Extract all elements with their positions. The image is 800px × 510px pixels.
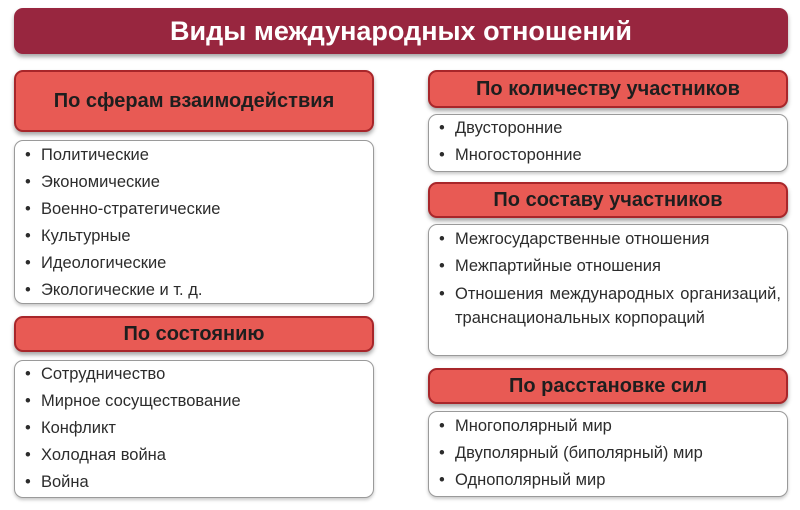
list-item: • Многосторонние <box>439 142 781 169</box>
list-item: • Отношения международных организаций, транснациональных корпораций <box>439 282 781 330</box>
list-item: • Война <box>25 469 367 496</box>
list-item: • Межпартийные отношения <box>439 253 781 280</box>
bullet-icon: • <box>439 285 445 303</box>
bullet-icon: • <box>25 446 31 464</box>
bullet-icon: • <box>439 119 445 137</box>
list-item: • Мирное сосуществование <box>25 388 367 415</box>
list-item: • Двусторонние <box>439 115 781 142</box>
category-header-composition: По составу участников <box>428 182 788 218</box>
list-item: • Экономические <box>25 169 367 196</box>
diagram-title: Виды международных отношений <box>14 8 788 54</box>
category-list-state <box>14 360 374 498</box>
list-item: • Межгосударственные отношения <box>439 226 781 253</box>
category-list-composition <box>428 224 788 356</box>
list-item: • Однополярный мир <box>439 467 781 494</box>
bullet-icon: • <box>439 146 445 164</box>
category-list-balance <box>428 411 788 497</box>
list-item: • Сотрудничество <box>25 361 367 388</box>
list-item: • Культурные <box>25 223 367 250</box>
list-item: • Военно-стратегические <box>25 196 367 223</box>
bullet-icon: • <box>25 254 31 272</box>
list-item: • Многополярный мир <box>439 413 781 440</box>
category-list-spheres <box>14 140 374 304</box>
bullet-icon: • <box>25 281 31 299</box>
category-header-quantity: По количеству участников <box>428 70 788 108</box>
category-header-state: По состоянию <box>14 316 374 352</box>
bullet-icon: • <box>439 444 445 462</box>
bullet-icon: • <box>439 257 445 275</box>
category-header-balance: По расстановке сил <box>428 368 788 404</box>
bullet-icon: • <box>439 230 445 248</box>
bullet-icon: • <box>25 419 31 437</box>
bullet-icon: • <box>25 146 31 164</box>
list-item: • Конфликт <box>25 415 367 442</box>
list-item: • Экологические и т. д. <box>25 277 367 304</box>
category-list-quantity <box>428 114 788 172</box>
bullet-icon: • <box>439 471 445 489</box>
list-item: • Идеологические <box>25 250 367 277</box>
bullet-icon: • <box>25 392 31 410</box>
bullet-icon: • <box>25 200 31 218</box>
list-item: • Двуполярный (биполярный) мир <box>439 440 781 467</box>
list-item: • Политические <box>25 142 367 169</box>
category-header-spheres: По сферам взаимодействия <box>14 70 374 132</box>
bullet-icon: • <box>25 173 31 191</box>
bullet-icon: • <box>25 365 31 383</box>
bullet-icon: • <box>439 417 445 435</box>
bullet-icon: • <box>25 227 31 245</box>
bullet-icon: • <box>25 473 31 491</box>
list-item: • Холодная война <box>25 442 367 469</box>
